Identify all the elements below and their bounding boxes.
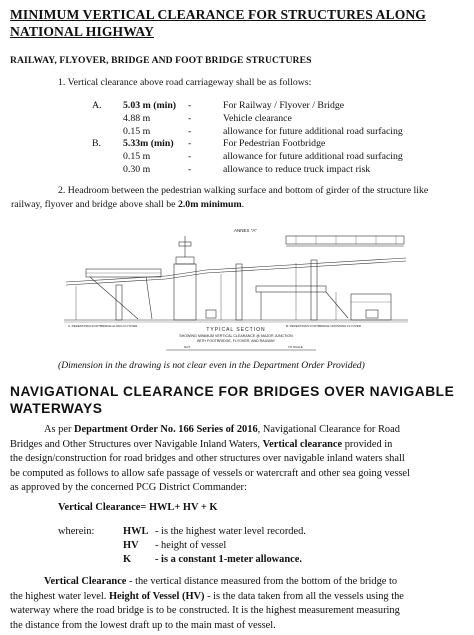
annex-label: ANNEX "A" [234, 228, 257, 233]
clearance-value: 4.88 m [123, 112, 151, 124]
clearance-value: 0.15 m [123, 125, 151, 137]
clearance-letter: B. [92, 138, 101, 150]
wherein-term: K [123, 554, 132, 565]
title-line-1: MINIMUM VERTICAL CLEARANCE FOR STRUCTURES ALONG [10, 7, 426, 22]
wherein-definition: - is the highest water level recorded. [155, 526, 306, 537]
wherein-definition: - height of vessel [155, 540, 227, 551]
figure-label-right: B. PEDESTRIAN FOOTBRIDGE CROSSING FLYOVER [286, 324, 361, 328]
wherein-term: HWL [123, 526, 149, 537]
item2-line-2: railway, flyover and bridge above shall be 2.0m minimum. [11, 199, 245, 210]
clearance-value: 5.03 m (min) [123, 100, 177, 111]
clearance-value: 5.33m (min) [123, 138, 174, 150]
figure-label-left: A. PEDESTRIAN FOOTBRIDGE ALONG FLYOVER [68, 324, 138, 328]
clearance-desc: allowance for future additional road surfacing [223, 151, 403, 163]
wherein-term: HV [123, 540, 139, 551]
clearance-dash: - [188, 112, 192, 124]
wherein-definition: - is a constant 1-meter allowance. [155, 554, 302, 565]
item2-line-1: 2. Headroom between the pedestrian walking surface and bottom of girder of the structure like [58, 185, 429, 196]
clearance-dash: - [188, 100, 192, 111]
clearance-value: 0.30 m [123, 164, 151, 175]
section-line-3: WITH FOOTBRIDGE, FLYOVER, AND RAILWAY [196, 339, 276, 343]
clearance-dash: - [188, 164, 192, 175]
clearance-desc: allowance to reduce truck impact risk [223, 164, 371, 175]
scale-label: TO SCALE [288, 345, 303, 349]
clearance-dash: - [188, 138, 192, 150]
clearance-dash: - [188, 151, 192, 163]
paragraph-2: Vertical Clearance - the vertical distance measured from the bottom of the bridge to the highest water level. Height of Vessel (HV) - is the data taken from all the vessels using the waterway where the road bridge is to be constructed. It is the highest measurement measuring the distance from the lowest draft up to the main mast of vessel. [10, 576, 404, 631]
section2-title: NAVIGATIONAL CLEARANCE FOR BRIDGES OVER NAVIGABLE WATERWAYS [10, 384, 455, 416]
clearance-value: 0.15 m [123, 151, 151, 163]
clearance-dash: - [188, 125, 192, 137]
clearance-letter: A. [92, 100, 102, 111]
clearance-desc: For Pedestrian Footbridge [223, 138, 326, 150]
subtitle: RAILWAY, FLYOVER, BRIDGE AND FOOT BRIDGE STRUCTURES [10, 55, 312, 66]
clearance-desc: Vehicle clearance [223, 112, 292, 124]
section-line-2: SHOWING MINIMUM VERTICAL CLEARANCE @ MAJOR JUNCTION [179, 334, 293, 338]
typical-section-drawing [56, 224, 416, 354]
item2-paragraph [11, 184, 463, 212]
title-line-2: NATIONAL HIGHWAY [10, 24, 154, 39]
wherein-label: wherein: [58, 526, 95, 537]
section-title: TYPICAL SECTION [206, 327, 266, 333]
not-label: NOT [184, 345, 191, 349]
paragraph-1: As per Department Order No. 166 Series of 2016, Navigational Clearance for Road Bridges and Other Structures over Navigable Inland Waters, Vertical clearance provided in the design/construction for road bridges and other structures over navigable inland waters shall be computed as follows to allow safe passage of vessels or watercraft and other sea going vessel as approved by the concerned PCG District Commander: [10, 424, 410, 494]
item1-intro: 1. Vertical clearance above road carriageway shall be as follows: [58, 77, 312, 88]
figure-note: (Dimension in the drawing is not clear even in the Department Order Provided) [58, 360, 365, 371]
clearance-desc: For Railway / Flyover / Bridge [223, 100, 345, 111]
formula: Vertical Clearance= HWL+ HV + K [58, 502, 218, 513]
clearance-desc: allowance for future additional road surfacing [223, 125, 403, 137]
